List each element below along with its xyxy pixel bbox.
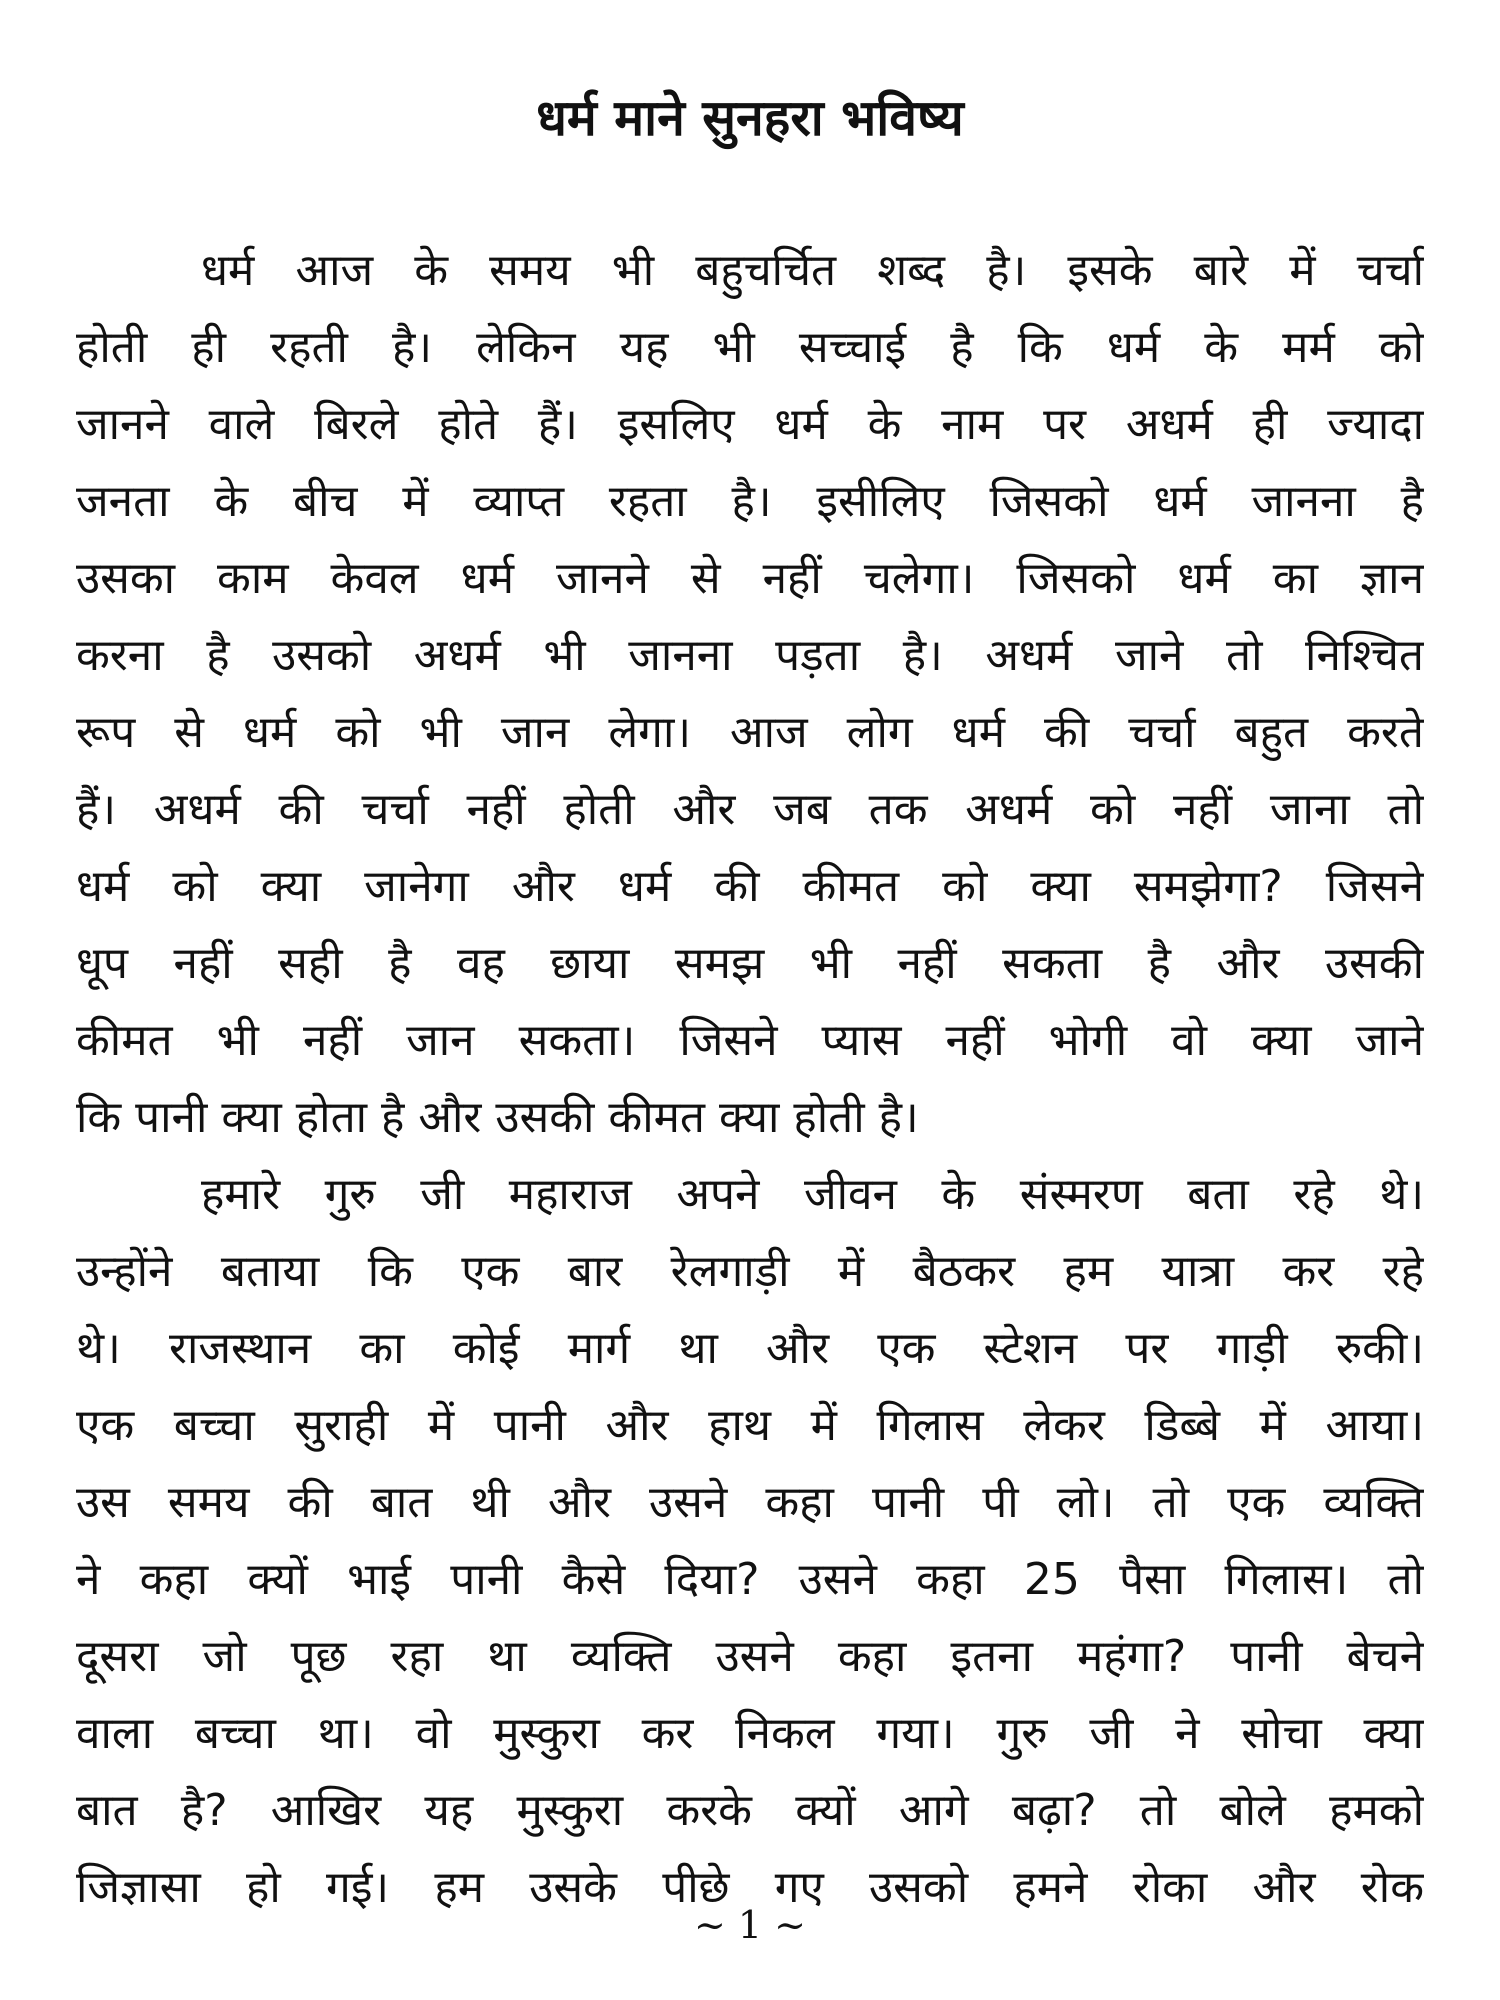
- text-line: उसका काम केवल धर्म जानने से नहीं चलेगा। जिसको धर्म का ज्ञान: [76, 553, 1424, 604]
- text-line: बात है? आखिर यह मुस्कुरा करके क्यों आगे बढ़ा? तो बोले हमको: [76, 1785, 1424, 1836]
- text-line: वाला बच्चा था। वो मुस्कुरा कर निकल गया। गुरु जी ने सोचा क्या: [76, 1708, 1424, 1759]
- page-title: धर्म माने सुनहरा भविष्य: [536, 89, 964, 147]
- text-line: होती ही रहती है। लेकिन यह भी सच्चाई है कि धर्म के मर्म को: [76, 322, 1424, 373]
- text-line: थे। राजस्थान का कोई मार्ग था और एक स्टेशन पर गाड़ी रुकी।: [76, 1323, 1424, 1374]
- text-line: जानने वाले बिरले होते हैं। इसलिए धर्म के नाम पर अधर्म ही ज्यादा: [76, 399, 1424, 450]
- text-line: हैं। अधर्म की चर्चा नहीं होती और जब तक अधर्म को नहीं जाना तो: [76, 784, 1424, 835]
- text-line: जनता के बीच में व्याप्त रहता है। इसीलिए जिसको धर्म जानना है: [76, 476, 1424, 527]
- paragraph-1: [76, 232, 1424, 1156]
- text-line: धूप नहीं सही है वह छाया समझ भी नहीं सकता है और उसकी: [76, 938, 1424, 989]
- text-line: करना है उसको अधर्म भी जानना पड़ता है। अधर्म जाने तो निश्चित: [76, 630, 1424, 681]
- body-text: [76, 232, 1424, 1926]
- paragraph-2: [76, 1156, 1424, 1926]
- text-line: धर्म आज के समय भी बहुचर्चित शब्द है। इसके बारे में चर्चा: [201, 245, 1424, 296]
- text-line: उस समय की बात थी और उसने कहा पानी पी लो। तो एक व्यक्ति: [76, 1477, 1424, 1528]
- text-line: उन्होंने बताया कि एक बार रेलगाड़ी में बैठकर हम यात्रा कर रहे: [76, 1246, 1424, 1297]
- text-line: रूप से धर्म को भी जान लेगा। आज लोग धर्म की चर्चा बहुत करते: [76, 707, 1424, 758]
- page-number: ~ 1 ~: [693, 1903, 806, 1947]
- text-line: कि पानी क्या होता है और उसकी कीमत क्या होती है।: [76, 1092, 919, 1143]
- text-line: हमारे गुरु जी महाराज अपने जीवन के संस्मरण बता रहे थे।: [201, 1169, 1424, 1220]
- text-line: कीमत भी नहीं जान सकता। जिसने प्यास नहीं भोगी वो क्या जाने: [76, 1015, 1424, 1066]
- text-line: एक बच्चा सुराही में पानी और हाथ में गिलास लेकर डिब्बे में आया।: [76, 1400, 1424, 1451]
- text-line: दूसरा जो पूछ रहा था व्यक्ति उसने कहा इतना महंगा? पानी बेचने: [76, 1631, 1424, 1682]
- text-line: ने कहा क्यों भाई पानी कैसे दिया? उसने कहा 25 पैसा गिलास। तो: [76, 1554, 1424, 1605]
- text-line: जिज्ञासा हो गई। हम उसके पीछे गए उसको हमने रोका और रोक: [76, 1862, 1424, 1913]
- text-line: धर्म को क्या जानेगा और धर्म की कीमत को क्या समझेगा? जिसने: [76, 861, 1424, 912]
